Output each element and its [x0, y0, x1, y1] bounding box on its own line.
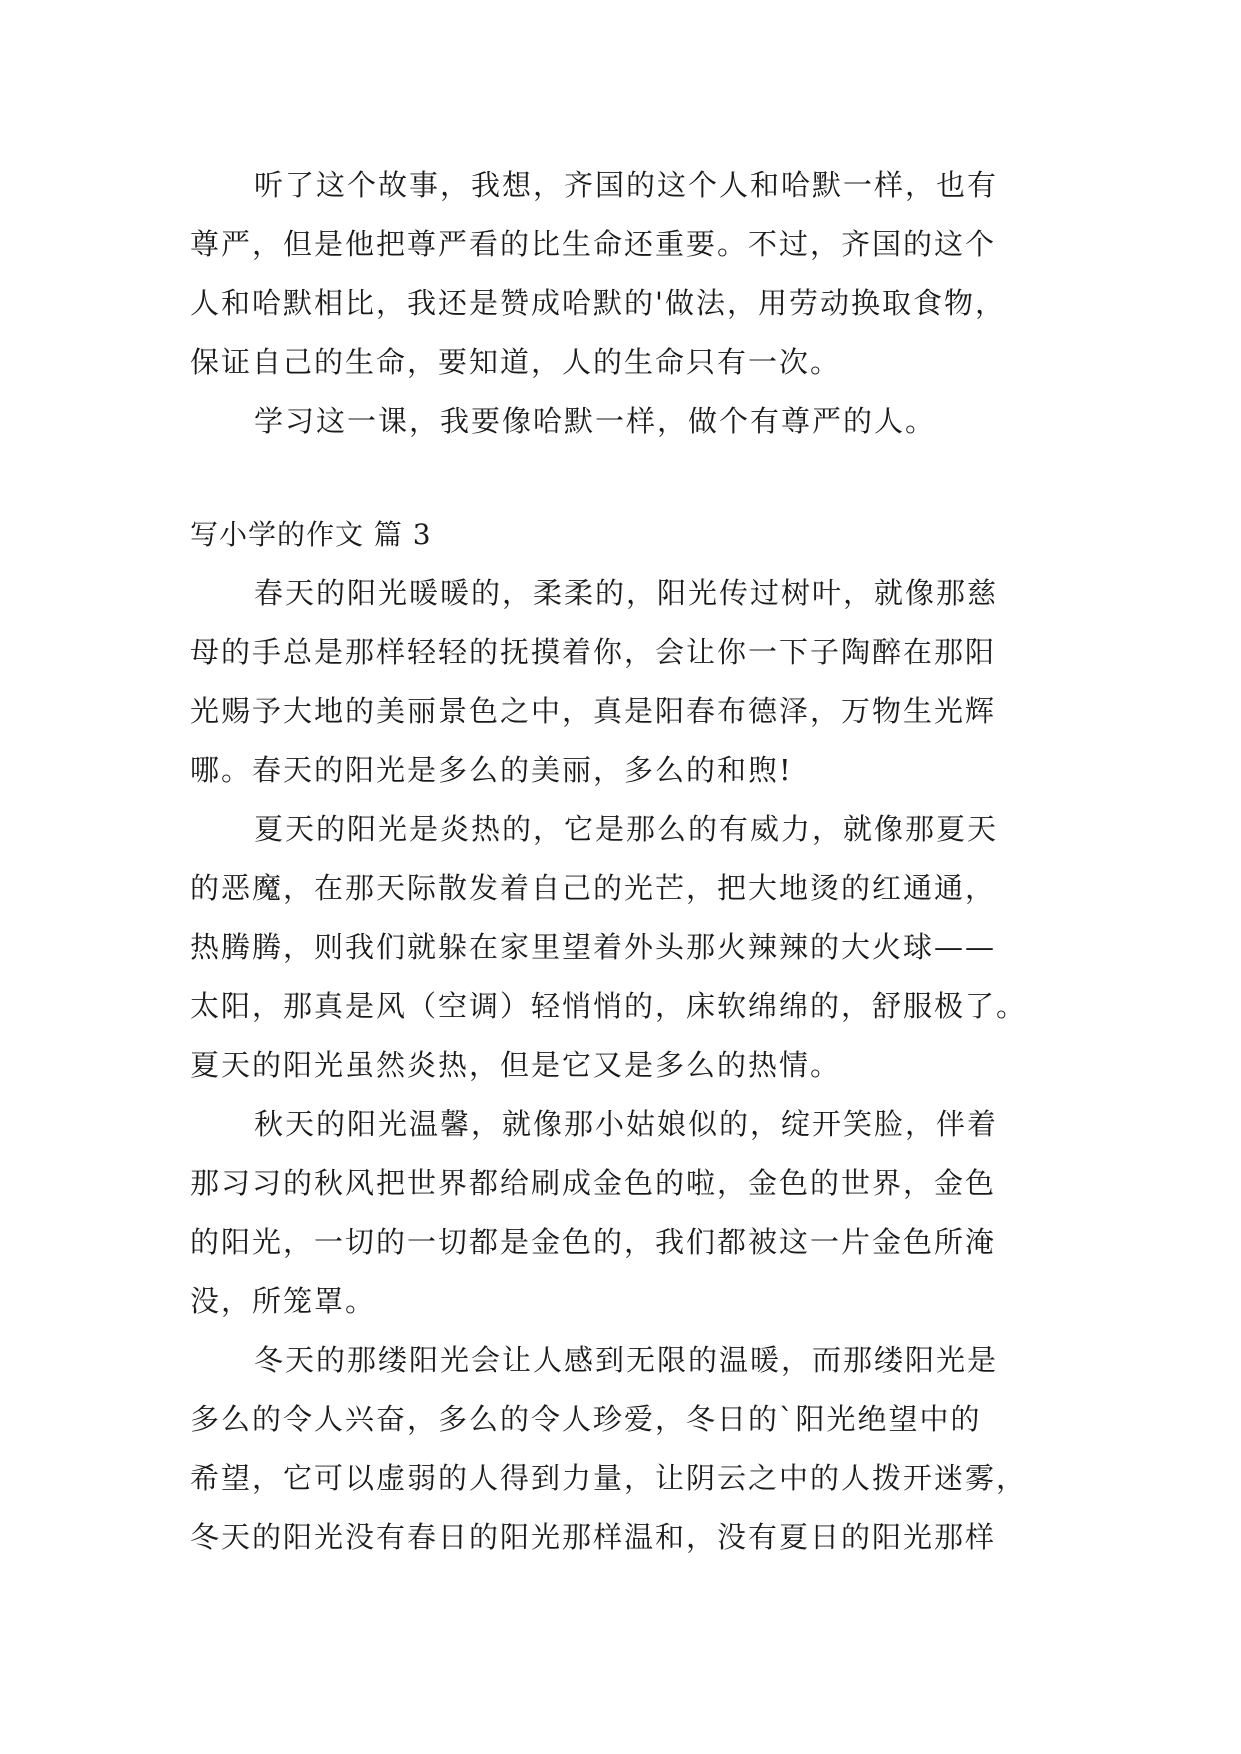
essay-body-text: [190, 564, 1050, 1567]
story-conclusion-text: [190, 156, 1050, 451]
paragraph-line: 太阳，那真是风（空调）轻悄悄的，床软绵绵的，舒服极了。: [190, 989, 1028, 1023]
paragraph-line: 冬天的那缕阳光会让人感到无限的温暖，而那缕阳光是: [254, 1343, 999, 1377]
paragraph-line: 热腾腾，则我们就躲在家里望着外头那火辣辣的大火球——: [190, 930, 997, 964]
paragraph-line: 没，所笼罩。: [190, 1284, 377, 1318]
paragraph-line: 希望，它可以虚弱的人得到力量，让阴云之中的人拨开迷雾，: [190, 1461, 1028, 1495]
paragraph-line: 冬天的阳光没有春日的阳光那样温和，没有夏日的阳光那样: [190, 1520, 997, 1554]
paragraph-line: 听了这个故事，我想，齐国的这个人和哈默一样，也有: [254, 168, 999, 202]
paragraph-line: 的阳光，一切的一切都是金色的，我们都被这一片金色所淹: [190, 1225, 997, 1259]
paragraph-line: 秋天的阳光温馨，就像那小姑娘似的，绽开笑脸，伴着: [254, 1107, 999, 1141]
paragraph-line: 保证自己的生命，要知道，人的生命只有一次。: [190, 345, 842, 379]
paragraph-line: 春天的阳光暖暖的，柔柔的，阳光传过树叶，就像那慈: [254, 576, 999, 610]
paragraph-line: 夏天的阳光虽然炎热，但是它又是多么的热情。: [190, 1048, 842, 1082]
paragraph-line: 尊严，但是他把尊严看的比生命还重要。不过，齐国的这个: [190, 227, 997, 261]
essay-heading: 写小学的作文 篇 3: [190, 518, 432, 551]
paragraph-line: 夏天的阳光是炎热的，它是那么的有威力，就像那夏天: [254, 812, 999, 846]
paragraph-line: 人和哈默相比，我还是赞成哈默的'做法，用劳动换取食物，: [190, 286, 1006, 320]
paragraph-line: 那习习的秋风把世界都给刷成金色的啦，金色的世界，金色: [190, 1166, 997, 1200]
paragraph-line: 哪。春天的阳光是多么的美丽，多么的和煦!: [190, 753, 793, 787]
paragraph-line: 母的手总是那样轻轻的抚摸着你，会让你一下子陶醉在那阳: [190, 635, 997, 669]
paragraph-line: 多么的令人兴奋，多么的令人珍爱，冬日的`阳光绝望中的: [190, 1402, 982, 1436]
paragraph-line: 学习这一课，我要像哈默一样，做个有尊严的人。: [254, 404, 937, 438]
paragraph-line: 光赐予大地的美丽景色之中，真是阳春布德泽，万物生光辉: [190, 694, 997, 728]
paragraph-line: 的恶魔，在那天际散发着自己的光芒，把大地烫的红通通，: [190, 871, 997, 905]
